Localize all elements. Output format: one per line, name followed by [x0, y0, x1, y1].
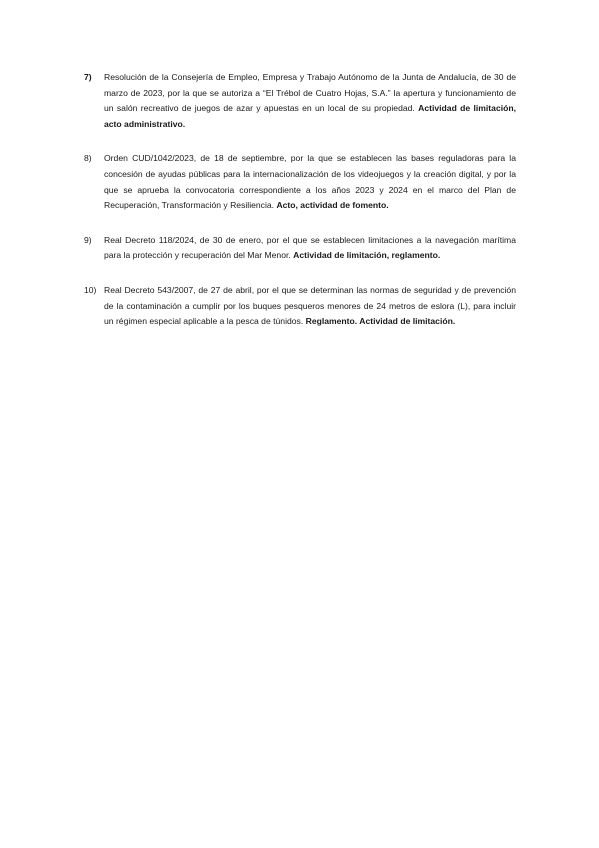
item-classification: Actividad de limitación, acto administrativo. [104, 103, 517, 129]
item-number: 9) [84, 234, 92, 245]
list-item [84, 233, 516, 264]
item-text: Resolución de la Consejería de Empleo, Empresa y Trabajo Autónomo de la Junta de Andalucía, de 30 de marzo de 2023, por la que se autoriza a “El Trébol de Cuatro Hojas, S.A.” la apertura y funcionamiento de un salón recreativo de juegos de azar y apuestas en un local de su propiedad. [104, 72, 516, 114]
item-classification: Acto, actividad de fomento. [276, 200, 389, 211]
item-text: Real Decreto 543/2007, de 27 de abril, por el que se determinan las normas de seguridad y de prevención de la contaminación a cumplir por los buques pesqueros menores de 24 metros de eslora (L), para incluir un régimen especial aplicable a la pesca de túnidos. [104, 284, 516, 327]
item-text: Real Decreto 118/2024, de 30 de enero, por el que se establecen limitaciones a la navegación marítima para la protección y recuperación del Mar Menor. [104, 234, 516, 261]
item-text: Orden CUD/1042/2023, de 18 de septiembre, por la que se establecen las bases reguladoras para la concesión de ayudas públicas para la internacionalización de los videojuegos y la creación digital, y por la que se aprueba la convocatoria correspondiente a los años 2023 y 2024 en el marco del Plan de Recuperación, Transformación y Resiliencia. [104, 153, 516, 211]
item-classification: Reglamento. Actividad de limitación. [305, 316, 456, 327]
list-item [84, 70, 516, 132]
item-number: 10) [84, 284, 97, 295]
list-item [84, 151, 516, 213]
item-classification: Actividad de limitación, reglamento. [293, 250, 441, 261]
item-number: 8) [84, 153, 92, 164]
numbered-list [84, 70, 516, 349]
list-item [84, 283, 516, 330]
item-number: 7) [84, 72, 92, 82]
